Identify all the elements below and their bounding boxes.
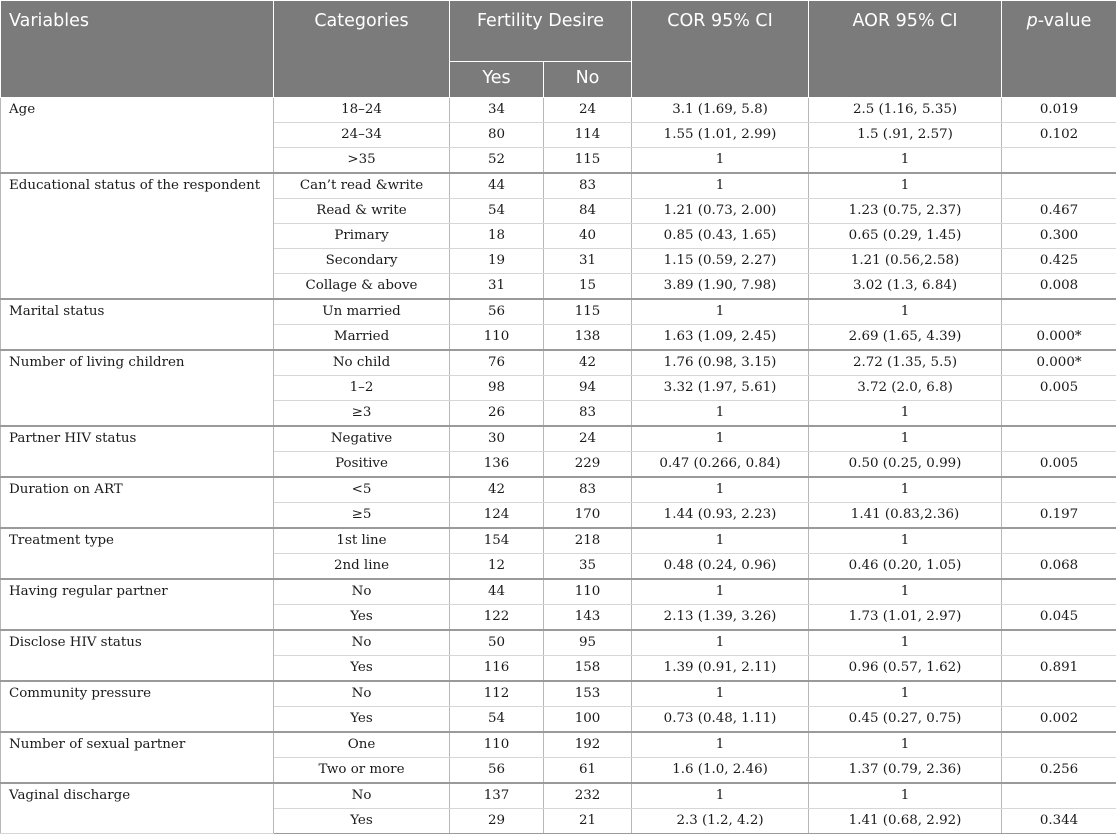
category-cell: Read & write [274, 199, 450, 224]
cor-ci-cell: 1.63 (1.09, 2.45) [632, 325, 809, 351]
category-cell: 1st line [274, 528, 450, 554]
variable-cell: Age [1, 98, 274, 174]
cor-ci-cell: 0.73 (0.48, 1.11) [632, 707, 809, 733]
category-cell: Two or more [274, 758, 450, 784]
p-value-cell: 0.300 [1002, 224, 1116, 249]
p-value-cell: 0.019 [1002, 98, 1116, 123]
yes-count-cell: 31 [450, 274, 544, 300]
p-value-cell [1002, 579, 1116, 605]
category-cell: 1–2 [274, 376, 450, 401]
no-count-cell: 35 [544, 554, 632, 580]
aor-ci-cell: 0.96 (0.57, 1.62) [809, 656, 1002, 682]
cor-ci-cell: 1.6 (1.0, 2.46) [632, 758, 809, 784]
cor-ci-cell: 1 [632, 148, 809, 174]
table-row [1, 681, 1116, 707]
p-value-cell: 0.344 [1002, 809, 1116, 834]
variable-cell: Marital status [1, 299, 274, 350]
no-count-cell: 158 [544, 656, 632, 682]
category-cell: Yes [274, 809, 450, 834]
cor-ci-cell: 1 [632, 783, 809, 809]
header-variables: Variables [1, 1, 274, 98]
aor-ci-cell: 0.50 (0.25, 0.99) [809, 452, 1002, 478]
cor-ci-cell: 1.44 (0.93, 2.23) [632, 503, 809, 529]
yes-count-cell: 54 [450, 199, 544, 224]
cor-ci-cell: 1 [632, 681, 809, 707]
no-count-cell: 83 [544, 477, 632, 503]
table-row [1, 426, 1116, 452]
aor-ci-cell: 2.5 (1.16, 5.35) [809, 98, 1002, 123]
no-count-cell: 229 [544, 452, 632, 478]
aor-ci-cell: 1 [809, 630, 1002, 656]
category-cell: Yes [274, 707, 450, 733]
table-row [1, 630, 1116, 656]
yes-count-cell: 52 [450, 148, 544, 174]
no-count-cell: 110 [544, 579, 632, 605]
yes-count-cell: 34 [450, 98, 544, 123]
yes-count-cell: 80 [450, 123, 544, 148]
header-cor: COR 95% CI [632, 1, 809, 98]
cor-ci-cell: 1 [632, 299, 809, 325]
aor-ci-cell: 1.5 (.91, 2.57) [809, 123, 1002, 148]
category-cell: Yes [274, 656, 450, 682]
p-value-cell: 0.891 [1002, 656, 1116, 682]
no-count-cell: 40 [544, 224, 632, 249]
cor-ci-cell: 1 [632, 401, 809, 427]
p-value-cell: 0.467 [1002, 199, 1116, 224]
variable-cell: Vaginal discharge [1, 783, 274, 834]
p-value-cell [1002, 299, 1116, 325]
aor-ci-cell: 1 [809, 477, 1002, 503]
header-fertility-desire: Fertility Desire [450, 1, 632, 62]
table-row [1, 173, 1116, 199]
category-cell: ≥3 [274, 401, 450, 427]
p-value-cell: 0.005 [1002, 376, 1116, 401]
cor-ci-cell: 1 [632, 630, 809, 656]
no-count-cell: 24 [544, 426, 632, 452]
aor-ci-cell: 0.45 (0.27, 0.75) [809, 707, 1002, 733]
p-value-cell [1002, 528, 1116, 554]
cor-ci-cell: 3.1 (1.69, 5.8) [632, 98, 809, 123]
aor-ci-cell: 1 [809, 528, 1002, 554]
yes-count-cell: 122 [450, 605, 544, 631]
no-count-cell: 84 [544, 199, 632, 224]
p-value-cell: 0.008 [1002, 274, 1116, 300]
p-value-cell [1002, 630, 1116, 656]
cor-ci-cell: 1.39 (0.91, 2.11) [632, 656, 809, 682]
category-cell: Positive [274, 452, 450, 478]
cor-ci-cell: 0.48 (0.24, 0.96) [632, 554, 809, 580]
yes-count-cell: 124 [450, 503, 544, 529]
category-cell: One [274, 732, 450, 758]
aor-ci-cell: 1 [809, 426, 1002, 452]
cor-ci-cell: 0.85 (0.43, 1.65) [632, 224, 809, 249]
cor-ci-cell: 1.21 (0.73, 2.00) [632, 199, 809, 224]
aor-ci-cell: 0.46 (0.20, 1.05) [809, 554, 1002, 580]
aor-ci-cell: 1 [809, 783, 1002, 809]
no-count-cell: 170 [544, 503, 632, 529]
variable-cell: Having regular partner [1, 579, 274, 630]
yes-count-cell: 30 [450, 426, 544, 452]
header-yes: Yes [450, 62, 544, 98]
yes-count-cell: 116 [450, 656, 544, 682]
variable-cell: Educational status of the respondent [1, 173, 274, 299]
p-value-cell: 0.002 [1002, 707, 1116, 733]
variable-cell: Partner HIV status [1, 426, 274, 477]
category-cell: No [274, 579, 450, 605]
table-row [1, 299, 1116, 325]
cor-ci-cell: 0.47 (0.266, 0.84) [632, 452, 809, 478]
aor-ci-cell: 1.37 (0.79, 2.36) [809, 758, 1002, 784]
cor-ci-cell: 1 [632, 477, 809, 503]
table-body [1, 98, 1116, 834]
no-count-cell: 94 [544, 376, 632, 401]
category-cell: Married [274, 325, 450, 351]
yes-count-cell: 56 [450, 299, 544, 325]
aor-ci-cell: 2.69 (1.65, 4.39) [809, 325, 1002, 351]
yes-count-cell: 110 [450, 732, 544, 758]
no-count-cell: 232 [544, 783, 632, 809]
no-count-cell: 83 [544, 173, 632, 199]
aor-ci-cell: 1.41 (0.68, 2.92) [809, 809, 1002, 834]
yes-count-cell: 98 [450, 376, 544, 401]
header-p-value [1002, 1, 1116, 98]
p-value-cell: 0.102 [1002, 123, 1116, 148]
cor-ci-cell: 1.15 (0.59, 2.27) [632, 249, 809, 274]
p-value-cell: 0.068 [1002, 554, 1116, 580]
aor-ci-cell: 1.41 (0.83,2.36) [809, 503, 1002, 529]
table-row [1, 732, 1116, 758]
yes-count-cell: 12 [450, 554, 544, 580]
yes-count-cell: 76 [450, 350, 544, 376]
yes-count-cell: 26 [450, 401, 544, 427]
p-value-cell: 0.000* [1002, 350, 1116, 376]
header-aor: AOR 95% CI [809, 1, 1002, 98]
cor-ci-cell: 1 [632, 732, 809, 758]
category-cell: 18–24 [274, 98, 450, 123]
p-value-cell [1002, 732, 1116, 758]
p-value-cell [1002, 173, 1116, 199]
variable-cell: Number of sexual partner [1, 732, 274, 783]
category-cell: Primary [274, 224, 450, 249]
category-cell: >35 [274, 148, 450, 174]
p-value-cell [1002, 477, 1116, 503]
cor-ci-cell: 3.89 (1.90, 7.98) [632, 274, 809, 300]
cor-ci-cell: 1 [632, 173, 809, 199]
cor-ci-cell: 1 [632, 579, 809, 605]
p-value-cell: 0.425 [1002, 249, 1116, 274]
p-value-cell: 0.045 [1002, 605, 1116, 631]
cor-ci-cell: 2.13 (1.39, 3.26) [632, 605, 809, 631]
category-cell: No [274, 783, 450, 809]
p-value-cell [1002, 681, 1116, 707]
no-count-cell: 21 [544, 809, 632, 834]
cor-ci-cell: 2.3 (1.2, 4.2) [632, 809, 809, 834]
yes-count-cell: 29 [450, 809, 544, 834]
no-count-cell: 153 [544, 681, 632, 707]
aor-ci-cell: 2.72 (1.35, 5.5) [809, 350, 1002, 376]
p-value-cell [1002, 426, 1116, 452]
yes-count-cell: 54 [450, 707, 544, 733]
yes-count-cell: 19 [450, 249, 544, 274]
aor-ci-cell: 1 [809, 401, 1002, 427]
p-value-cell: 0.197 [1002, 503, 1116, 529]
no-count-cell: 95 [544, 630, 632, 656]
table-row [1, 528, 1116, 554]
no-count-cell: 15 [544, 274, 632, 300]
header-p-rest: -value [1038, 11, 1092, 31]
yes-count-cell: 18 [450, 224, 544, 249]
aor-ci-cell: 1 [809, 148, 1002, 174]
category-cell: 2nd line [274, 554, 450, 580]
p-value-cell [1002, 401, 1116, 427]
no-count-cell: 24 [544, 98, 632, 123]
yes-count-cell: 112 [450, 681, 544, 707]
no-count-cell: 61 [544, 758, 632, 784]
no-count-cell: 138 [544, 325, 632, 351]
no-count-cell: 100 [544, 707, 632, 733]
p-value-cell [1002, 148, 1116, 174]
aor-ci-cell: 1.21 (0.56,2.58) [809, 249, 1002, 274]
no-count-cell: 143 [544, 605, 632, 631]
category-cell: Un married [274, 299, 450, 325]
table-row [1, 783, 1116, 809]
cor-ci-cell: 1 [632, 528, 809, 554]
no-count-cell: 115 [544, 299, 632, 325]
cor-ci-cell: 3.32 (1.97, 5.61) [632, 376, 809, 401]
category-cell: Secondary [274, 249, 450, 274]
yes-count-cell: 44 [450, 173, 544, 199]
table-row [1, 579, 1116, 605]
header-p-italic: p [1027, 11, 1038, 31]
category-cell: Collage & above [274, 274, 450, 300]
aor-ci-cell: 1 [809, 173, 1002, 199]
category-cell: Negative [274, 426, 450, 452]
p-value-cell [1002, 783, 1116, 809]
no-count-cell: 218 [544, 528, 632, 554]
p-value-cell: 0.005 [1002, 452, 1116, 478]
table-row [1, 350, 1116, 376]
table-row [1, 98, 1116, 123]
category-cell: No child [274, 350, 450, 376]
yes-count-cell: 110 [450, 325, 544, 351]
cor-ci-cell: 1.55 (1.01, 2.99) [632, 123, 809, 148]
p-value-cell: 0.000* [1002, 325, 1116, 351]
category-cell: ≥5 [274, 503, 450, 529]
aor-ci-cell: 1 [809, 299, 1002, 325]
header-categories: Categories [274, 1, 450, 98]
aor-ci-cell: 1.23 (0.75, 2.37) [809, 199, 1002, 224]
cor-ci-cell: 1 [632, 426, 809, 452]
yes-count-cell: 50 [450, 630, 544, 656]
variable-cell: Duration on ART [1, 477, 274, 528]
no-count-cell: 31 [544, 249, 632, 274]
aor-ci-cell: 1 [809, 681, 1002, 707]
no-count-cell: 114 [544, 123, 632, 148]
aor-ci-cell: 1 [809, 579, 1002, 605]
no-count-cell: 42 [544, 350, 632, 376]
header-no: No [544, 62, 632, 98]
p-value-cell: 0.256 [1002, 758, 1116, 784]
table-header [1, 1, 1116, 98]
yes-count-cell: 137 [450, 783, 544, 809]
category-cell: No [274, 681, 450, 707]
variable-cell: Disclose HIV status [1, 630, 274, 681]
yes-count-cell: 42 [450, 477, 544, 503]
aor-ci-cell: 0.65 (0.29, 1.45) [809, 224, 1002, 249]
table-row [1, 477, 1116, 503]
aor-ci-cell: 3.72 (2.0, 6.8) [809, 376, 1002, 401]
variable-cell: Number of living children [1, 350, 274, 426]
variable-cell: Community pressure [1, 681, 274, 732]
cor-ci-cell: 1.76 (0.98, 3.15) [632, 350, 809, 376]
category-cell: No [274, 630, 450, 656]
no-count-cell: 115 [544, 148, 632, 174]
variable-cell: Treatment type [1, 528, 274, 579]
no-count-cell: 192 [544, 732, 632, 758]
no-count-cell: 83 [544, 401, 632, 427]
yes-count-cell: 154 [450, 528, 544, 554]
category-cell: Yes [274, 605, 450, 631]
yes-count-cell: 56 [450, 758, 544, 784]
category-cell: <5 [274, 477, 450, 503]
category-cell: Can’t read &write [274, 173, 450, 199]
aor-ci-cell: 3.02 (1.3, 6.84) [809, 274, 1002, 300]
aor-ci-cell: 1 [809, 732, 1002, 758]
yes-count-cell: 44 [450, 579, 544, 605]
yes-count-cell: 136 [450, 452, 544, 478]
category-cell: 24–34 [274, 123, 450, 148]
aor-ci-cell: 1.73 (1.01, 2.97) [809, 605, 1002, 631]
